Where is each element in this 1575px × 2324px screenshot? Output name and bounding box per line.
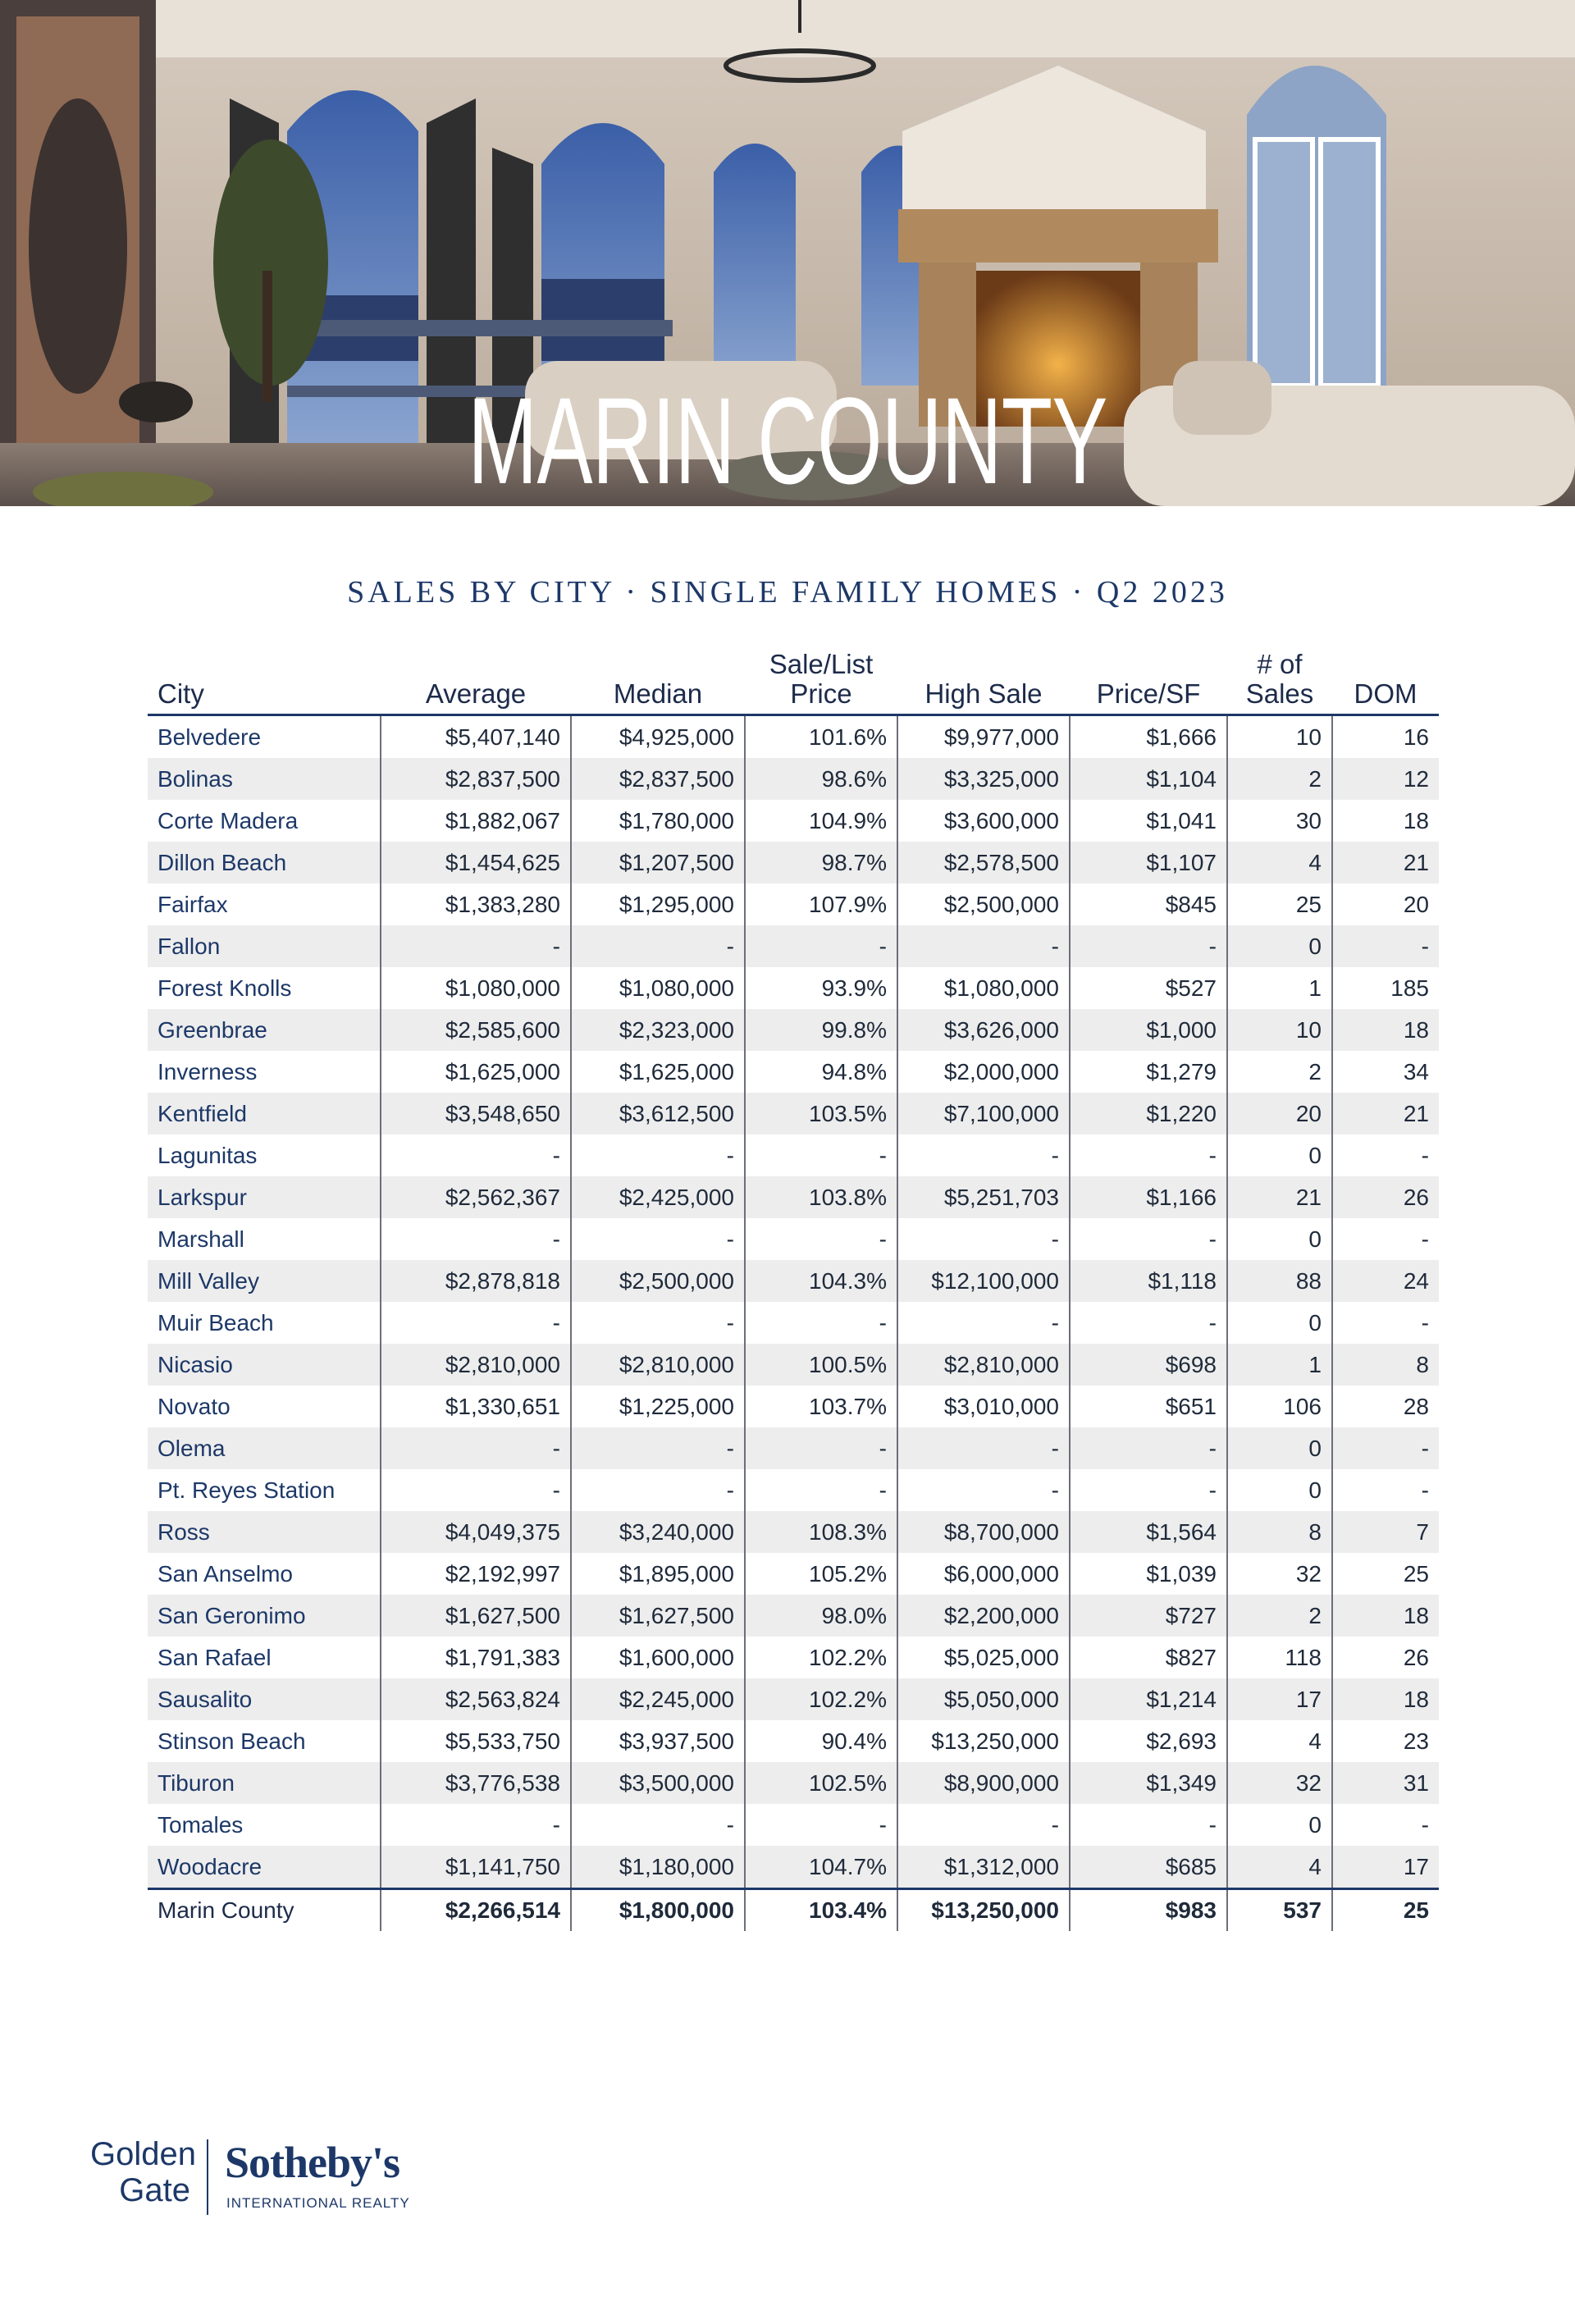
cell-num-sales: 2	[1227, 1051, 1332, 1093]
cell-sale-list: 102.5%	[745, 1762, 897, 1804]
cell-dom: 21	[1332, 1093, 1439, 1135]
total-cell-median: $1,800,000	[571, 1889, 745, 1932]
cell-num-sales: 0	[1227, 1302, 1332, 1344]
cell-city: Ross	[148, 1511, 381, 1553]
cell-average: $2,562,367	[381, 1176, 571, 1218]
cell-high-sale: $8,900,000	[897, 1762, 1070, 1804]
cell-num-sales: 0	[1227, 1135, 1332, 1176]
cell-dom: 21	[1332, 842, 1439, 883]
cell-price-sf: -	[1070, 925, 1227, 967]
cell-sale-list: -	[745, 1469, 897, 1511]
cell-high-sale: $2,500,000	[897, 883, 1070, 925]
cell-average: $1,141,750	[381, 1846, 571, 1889]
cell-city: Fairfax	[158, 891, 228, 917]
cell-sale-list: 98.6%	[745, 758, 897, 800]
cell-high-sale: $12,100,000	[897, 1260, 1070, 1302]
cell-dom: -	[1332, 1469, 1439, 1511]
cell-dom: -	[1332, 1804, 1439, 1846]
cell-average: $2,563,824	[381, 1678, 571, 1720]
cell-price-sf: $1,118	[1070, 1260, 1227, 1302]
cell-num-sales: 1	[1227, 1344, 1332, 1386]
logo-golden: Golden	[90, 2136, 196, 2172]
total-cell-city: Marin County	[148, 1889, 381, 1932]
cell-num-sales: 0	[1227, 1218, 1332, 1260]
total-cell-high-sale: $13,250,000	[897, 1889, 1070, 1932]
cell-city: Nicasio	[148, 1344, 381, 1386]
cell-average: $2,585,600	[381, 1009, 571, 1051]
cell-num-sales: 1	[1227, 967, 1332, 1009]
cell-city: Belvedere	[158, 724, 262, 750]
cell-average: $2,837,500	[381, 758, 571, 800]
header-average: Average	[381, 638, 571, 715]
cell-price-sf: $827	[1070, 1637, 1227, 1678]
cell-price-sf: $685	[1070, 1846, 1227, 1889]
cell-high-sale: $3,325,000	[897, 758, 1070, 800]
cell-city: Woodacre	[148, 1846, 381, 1889]
cell-price-sf: $1,214	[1070, 1678, 1227, 1720]
cell-city: Kentfield	[148, 1093, 381, 1135]
table-row	[148, 1553, 1439, 1595]
cell-average: $5,533,750	[381, 1720, 571, 1762]
cell-num-sales: 0	[1227, 1804, 1332, 1846]
cell-sale-list: 102.2%	[745, 1678, 897, 1720]
cell-average: -	[381, 925, 571, 967]
total-cell-sale-list: 103.4%	[745, 1889, 897, 1932]
cell-price-sf: $1,349	[1070, 1762, 1227, 1804]
cell-sale-list: 90.4%	[745, 1720, 897, 1762]
logo-gate: Gate	[119, 2172, 190, 2208]
cell-average: $4,049,375	[381, 1511, 571, 1553]
cell-sale-list: 104.9%	[745, 800, 897, 842]
total-cell-dom: 25	[1332, 1889, 1439, 1932]
cell-high-sale: $7,100,000	[897, 1093, 1070, 1135]
cell-num-sales: 88	[1227, 1260, 1332, 1302]
cell-dom: -	[1332, 925, 1439, 967]
cell-median: $3,500,000	[571, 1762, 745, 1804]
cell-high-sale: $2,200,000	[897, 1595, 1070, 1637]
cell-dom: 18	[1332, 800, 1439, 842]
cell-median: -	[571, 1804, 745, 1846]
cell-price-sf: $651	[1070, 1386, 1227, 1427]
cell-average: $3,776,538	[381, 1762, 571, 1804]
header-num-sales-line1: # of	[1257, 649, 1303, 679]
table-row	[148, 1511, 1439, 1553]
cell-num-sales: 10	[1227, 1009, 1332, 1051]
cell-num-sales: 0	[1227, 1469, 1332, 1511]
cell-high-sale: -	[897, 1804, 1070, 1846]
cell-average: $3,548,650	[381, 1093, 571, 1135]
cell-city: Tomales	[158, 1811, 244, 1838]
cell-high-sale: $2,810,000	[897, 1344, 1070, 1386]
cell-average: $1,330,651	[381, 1386, 571, 1427]
cell-median: $3,240,000	[571, 1511, 745, 1553]
cell-city: San Anselmo	[158, 1560, 293, 1587]
table-row	[148, 1218, 1439, 1260]
cell-average: -	[381, 1427, 571, 1469]
cell-median: -	[571, 1302, 745, 1344]
cell-high-sale: -	[897, 1218, 1070, 1260]
cell-price-sf: $1,039	[1070, 1553, 1227, 1595]
cell-average: $1,080,000	[381, 967, 571, 1009]
cell-sale-list: 98.7%	[745, 842, 897, 883]
cell-average: $1,454,625	[381, 842, 571, 883]
cell-average: -	[381, 1218, 571, 1260]
cell-num-sales: 2	[1227, 758, 1332, 800]
table-row	[148, 1302, 1439, 1344]
header-high-sale: High Sale	[897, 638, 1070, 715]
logo-divider	[207, 2139, 208, 2215]
cell-sale-list: 101.6%	[745, 715, 897, 759]
cell-price-sf: $1,666	[1070, 715, 1227, 759]
cell-average: $1,627,500	[381, 1595, 571, 1637]
cell-dom: 18	[1332, 1595, 1439, 1637]
table-header	[148, 638, 1439, 715]
cell-dom: 23	[1332, 1720, 1439, 1762]
cell-median: $1,600,000	[571, 1637, 745, 1678]
cell-median: $1,780,000	[571, 800, 745, 842]
cell-price-sf: $1,104	[1070, 758, 1227, 800]
logo-sothebys: Sotheby's	[225, 2138, 400, 2187]
table-body	[148, 715, 1439, 1889]
total-cell-price-sf: $983	[1070, 1889, 1227, 1932]
cell-sale-list: 107.9%	[745, 883, 897, 925]
cell-num-sales: 0	[1227, 1427, 1332, 1469]
cell-city: San Rafael	[158, 1644, 272, 1670]
cell-median: $1,295,000	[571, 883, 745, 925]
cell-average: $2,878,818	[381, 1260, 571, 1302]
cell-median: $1,895,000	[571, 1553, 745, 1595]
hero-title: MARIN COUNTY	[468, 372, 1107, 506]
table-row	[148, 967, 1439, 1009]
cell-dom: 16	[1332, 715, 1439, 759]
table-row	[148, 1678, 1439, 1720]
cell-average: -	[381, 1135, 571, 1176]
cell-high-sale: $1,312,000	[897, 1846, 1070, 1889]
cell-city: Inverness	[158, 1058, 258, 1084]
cell-median: $2,837,500	[571, 758, 745, 800]
cell-high-sale: -	[897, 925, 1070, 967]
cell-high-sale: $3,626,000	[897, 1009, 1070, 1051]
cell-num-sales: 10	[1227, 715, 1332, 759]
header-num-sales	[1227, 638, 1332, 715]
cell-dom: 18	[1332, 1009, 1439, 1051]
cell-sale-list: 93.9%	[745, 967, 897, 1009]
cell-dom: 26	[1332, 1176, 1439, 1218]
cell-median: $2,500,000	[571, 1260, 745, 1302]
table-row	[148, 1469, 1439, 1511]
cell-high-sale: $5,050,000	[897, 1678, 1070, 1720]
cell-city: Marshall	[158, 1226, 244, 1252]
cell-dom: 31	[1332, 1762, 1439, 1804]
cell-num-sales: 4	[1227, 1720, 1332, 1762]
cell-median: $1,180,000	[571, 1846, 745, 1889]
cell-sale-list: 102.2%	[745, 1637, 897, 1678]
table-row	[148, 715, 1439, 759]
cell-city: Stinson Beach	[158, 1728, 306, 1754]
cell-median: $2,810,000	[571, 1344, 745, 1386]
cell-price-sf: $698	[1070, 1344, 1227, 1386]
cell-city: Olema	[148, 1427, 381, 1469]
table-row	[148, 1009, 1439, 1051]
cell-average: $5,407,140	[381, 715, 571, 759]
cell-city: Lagunitas	[158, 1142, 258, 1168]
header-num-sales-line2: Sales	[1245, 678, 1314, 709]
logo-international-realty: INTERNATIONAL REALTY	[226, 2195, 410, 2211]
table-row	[148, 1344, 1439, 1386]
cell-price-sf: $527	[1070, 967, 1227, 1009]
cell-dom: 7	[1332, 1511, 1439, 1553]
table-row	[148, 1176, 1439, 1218]
cell-high-sale: -	[897, 1469, 1070, 1511]
cell-dom: 26	[1332, 1637, 1439, 1678]
table-row	[148, 1846, 1439, 1889]
cell-high-sale: $9,977,000	[897, 715, 1070, 759]
cell-median: $2,245,000	[571, 1678, 745, 1720]
header-median: Median	[571, 638, 745, 715]
table-row	[148, 1637, 1439, 1678]
cell-num-sales: 0	[1227, 925, 1332, 967]
header-sale-list-line2: Price	[790, 678, 852, 709]
cell-dom: 8	[1332, 1344, 1439, 1386]
cell-sale-list: 103.8%	[745, 1176, 897, 1218]
cell-sale-list: -	[745, 1218, 897, 1260]
cell-price-sf: $1,220	[1070, 1093, 1227, 1135]
cell-price-sf: $1,279	[1070, 1051, 1227, 1093]
cell-median: -	[571, 1427, 745, 1469]
table-row	[148, 1804, 1439, 1846]
cell-num-sales: 32	[1227, 1553, 1332, 1595]
cell-price-sf: $1,041	[1070, 800, 1227, 842]
cell-num-sales: 106	[1227, 1386, 1332, 1427]
cell-median: $3,937,500	[571, 1720, 745, 1762]
cell-price-sf: $727	[1070, 1595, 1227, 1637]
cell-average: $1,791,383	[381, 1637, 571, 1678]
table-row	[148, 758, 1439, 800]
report-subtitle: SALES BY CITY · SINGLE FAMILY HOMES · Q2 2023	[347, 575, 1228, 610]
cell-median: $1,207,500	[571, 842, 745, 883]
total-cell-average: $2,266,514	[381, 1889, 571, 1932]
cell-price-sf: -	[1070, 1302, 1227, 1344]
cell-average: $1,625,000	[381, 1051, 571, 1093]
cell-num-sales: 25	[1227, 883, 1332, 925]
cell-num-sales: 8	[1227, 1511, 1332, 1553]
cell-high-sale: $3,010,000	[897, 1386, 1070, 1427]
cell-average: $1,882,067	[381, 800, 571, 842]
cell-price-sf: -	[1070, 1218, 1227, 1260]
cell-num-sales: 118	[1227, 1637, 1332, 1678]
cell-sale-list: 103.7%	[745, 1386, 897, 1427]
cell-sale-list: 100.5%	[745, 1344, 897, 1386]
cell-average: -	[381, 1469, 571, 1511]
cell-median: $1,625,000	[571, 1051, 745, 1093]
cell-high-sale: $8,700,000	[897, 1511, 1070, 1553]
cell-city: Fallon	[148, 925, 381, 967]
cell-city: Forest Knolls	[158, 975, 292, 1001]
cell-sale-list: 98.0%	[745, 1595, 897, 1637]
cell-sale-list: 94.8%	[745, 1051, 897, 1093]
cell-num-sales: 4	[1227, 842, 1332, 883]
table-row	[148, 883, 1439, 925]
cell-high-sale: $3,600,000	[897, 800, 1070, 842]
cell-dom: 12	[1332, 758, 1439, 800]
cell-price-sf: $1,000	[1070, 1009, 1227, 1051]
table-row	[148, 1260, 1439, 1302]
cell-average: $1,383,280	[381, 883, 571, 925]
cell-sale-list: 99.8%	[745, 1009, 897, 1051]
cell-dom: -	[1332, 1302, 1439, 1344]
cell-median: $1,225,000	[571, 1386, 745, 1427]
cell-num-sales: 17	[1227, 1678, 1332, 1720]
cell-price-sf: $1,564	[1070, 1511, 1227, 1553]
cell-average: -	[381, 1804, 571, 1846]
cell-median: $1,080,000	[571, 967, 745, 1009]
header-sale-list-line1: Sale/List	[769, 649, 874, 679]
cell-median: $4,925,000	[571, 715, 745, 759]
cell-high-sale: $1,080,000	[897, 967, 1070, 1009]
cell-sale-list: 103.5%	[745, 1093, 897, 1135]
cell-num-sales: 2	[1227, 1595, 1332, 1637]
cell-high-sale: $5,025,000	[897, 1637, 1070, 1678]
cell-city: Novato	[158, 1393, 231, 1419]
table-row	[148, 1051, 1439, 1093]
cell-city: Dillon Beach	[148, 842, 381, 883]
cell-price-sf: -	[1070, 1804, 1227, 1846]
cell-dom: 18	[1332, 1678, 1439, 1720]
sales-by-city-table	[148, 638, 1439, 1931]
cell-num-sales: 32	[1227, 1762, 1332, 1804]
cell-price-sf: -	[1070, 1135, 1227, 1176]
table-row	[148, 1762, 1439, 1804]
cell-sale-list: -	[745, 1135, 897, 1176]
cell-high-sale: $2,578,500	[897, 842, 1070, 883]
header-price-sf: Price/SF	[1070, 638, 1227, 715]
cell-median: $3,612,500	[571, 1093, 745, 1135]
table-row	[148, 1386, 1439, 1427]
cell-dom: 17	[1332, 1846, 1439, 1889]
cell-num-sales: 4	[1227, 1846, 1332, 1889]
cell-median: $1,627,500	[571, 1595, 745, 1637]
cell-median: -	[571, 1135, 745, 1176]
cell-high-sale: $5,251,703	[897, 1176, 1070, 1218]
cell-median: $2,425,000	[571, 1176, 745, 1218]
cell-sale-list: -	[745, 1427, 897, 1469]
cell-average: $2,192,997	[381, 1553, 571, 1595]
cell-high-sale: $13,250,000	[897, 1720, 1070, 1762]
header-city: City	[148, 638, 381, 715]
cell-median: -	[571, 925, 745, 967]
total-cell-num-sales: 537	[1227, 1889, 1332, 1932]
cell-price-sf: -	[1070, 1427, 1227, 1469]
cell-high-sale: -	[897, 1427, 1070, 1469]
cell-city: Greenbrae	[148, 1009, 381, 1051]
cell-city: San Geronimo	[148, 1595, 381, 1637]
table-row	[148, 1427, 1439, 1469]
table-row	[148, 925, 1439, 967]
cell-city: Muir Beach	[158, 1309, 274, 1336]
cell-price-sf: $845	[1070, 883, 1227, 925]
cell-city: Bolinas	[148, 758, 381, 800]
cell-city: Sausalito	[148, 1678, 381, 1720]
cell-sale-list: 104.7%	[745, 1846, 897, 1889]
cell-dom: 185	[1332, 967, 1439, 1009]
cell-median: -	[571, 1469, 745, 1511]
cell-median: -	[571, 1218, 745, 1260]
cell-city: Larkspur	[148, 1176, 381, 1218]
cell-city: Pt. Reyes Station	[158, 1477, 336, 1503]
header-sale-list-price	[745, 638, 897, 715]
cell-price-sf: $1,107	[1070, 842, 1227, 883]
cell-dom: 28	[1332, 1386, 1439, 1427]
cell-dom: 34	[1332, 1051, 1439, 1093]
table-row	[148, 1720, 1439, 1762]
cell-average: -	[381, 1302, 571, 1344]
cell-average: $2,810,000	[381, 1344, 571, 1386]
header-dom: DOM	[1332, 638, 1439, 715]
cell-num-sales: 21	[1227, 1176, 1332, 1218]
table-row	[148, 1595, 1439, 1637]
cell-city: Corte Madera	[158, 807, 299, 833]
logo-golden-gate	[90, 2136, 196, 2208]
cell-high-sale: -	[897, 1135, 1070, 1176]
cell-high-sale: $6,000,000	[897, 1553, 1070, 1595]
cell-price-sf: $2,693	[1070, 1720, 1227, 1762]
cell-num-sales: 30	[1227, 800, 1332, 842]
table-row	[148, 842, 1439, 883]
table-row	[148, 1093, 1439, 1135]
cell-dom: -	[1332, 1427, 1439, 1469]
table-row	[148, 800, 1439, 842]
cell-city: Mill Valley	[148, 1260, 381, 1302]
golden-gate-sothebys-logo	[90, 2136, 418, 2218]
cell-high-sale: $2,000,000	[897, 1051, 1070, 1093]
cell-price-sf: $1,166	[1070, 1176, 1227, 1218]
cell-high-sale: -	[897, 1302, 1070, 1344]
cell-sale-list: 105.2%	[745, 1553, 897, 1595]
cell-sale-list: -	[745, 1302, 897, 1344]
cell-num-sales: 20	[1227, 1093, 1332, 1135]
cell-dom: 20	[1332, 883, 1439, 925]
cell-sale-list: 104.3%	[745, 1260, 897, 1302]
table-row	[148, 1135, 1439, 1176]
cell-sale-list: -	[745, 1804, 897, 1846]
cell-dom: 24	[1332, 1260, 1439, 1302]
cell-sale-list: -	[745, 925, 897, 967]
cell-city: Tiburon	[148, 1762, 381, 1804]
cell-sale-list: 108.3%	[745, 1511, 897, 1553]
table-total-row	[148, 1889, 1439, 1932]
cell-dom: -	[1332, 1135, 1439, 1176]
cell-median: $2,323,000	[571, 1009, 745, 1051]
hero-image	[0, 0, 1575, 506]
cell-dom: 25	[1332, 1553, 1439, 1595]
cell-dom: -	[1332, 1218, 1439, 1260]
cell-price-sf: -	[1070, 1469, 1227, 1511]
